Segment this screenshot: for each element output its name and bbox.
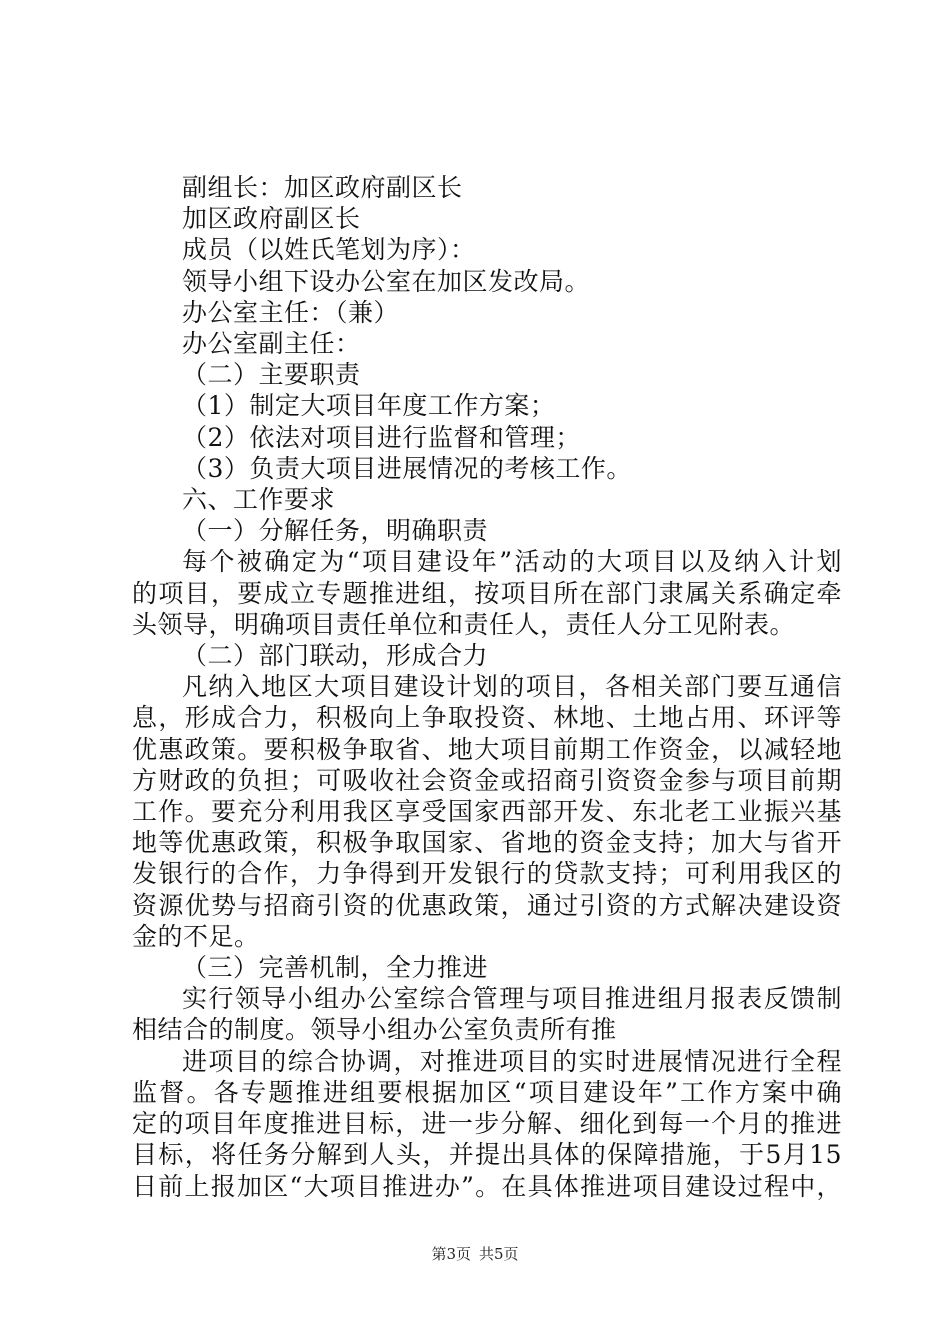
section-heading: （二）主要职责 xyxy=(182,360,361,390)
paragraph-line: 优惠政策。要积极争取省、地大项目前期工作资金，以减轻地 xyxy=(132,734,842,764)
paragraph-line: 地等优惠政策，积极争取国家、省地的资金支持；加大与省开 xyxy=(132,828,842,858)
page-total: 共5页 xyxy=(479,1245,519,1263)
paragraph-line: 定的项目年度推进目标，进一步分解、细化到每一个月的推进 xyxy=(132,1109,842,1139)
text-line: 办公室副主任： xyxy=(182,329,361,359)
paragraph-line: 工作。要充分利用我区享受国家西部开发、东北老工业振兴基 xyxy=(132,797,842,827)
paragraph-line: 每个被确定为“项目建设年”活动的大项目以及纳入计划 xyxy=(182,547,842,577)
text-line: 办公室主任：（兼） xyxy=(182,297,400,327)
paragraph-line: 相结合的制度。领导小组办公室负责所有推 xyxy=(132,1015,617,1045)
paragraph-line: 进项目的综合协调，对推进项目的实时进展情况进行全程 xyxy=(182,1046,842,1076)
paragraph-line: 金的不足。 xyxy=(132,921,260,951)
text-line: 成员（以姓氏笔划为序）： xyxy=(182,235,476,265)
list-item: （3）负责大项目进展情况的考核工作。 xyxy=(182,453,632,483)
paragraph-line: 凡纳入地区大项目建设计划的项目，各相关部门要互通信 xyxy=(182,672,842,702)
paragraph-line: 的项目，要成立专题推进组，按项目所在部门隶属关系确定牵 xyxy=(132,578,842,608)
paragraph-line: 目标，将任务分解到人头，并提出具体的保障措施，于5月15 xyxy=(132,1140,842,1170)
page-number: 第3页 xyxy=(431,1245,471,1263)
subsection-heading: （二）部门联动，形成合力 xyxy=(182,641,489,671)
paragraph-line: 资源优势与招商引资的优惠政策，通过引资的方式解决建设资 xyxy=(132,890,842,920)
text-line: 副组长：加区政府副区长 xyxy=(182,173,463,202)
paragraph-line: 息，形成合力，积极向上争取投资、林地、土地占用、环评等 xyxy=(132,703,842,733)
document-body xyxy=(132,172,842,1202)
section-heading: 六、工作要求 xyxy=(182,485,336,515)
paragraph-line: 头领导，明确项目责任单位和责任人，责任人分工见附表。 xyxy=(132,609,796,639)
list-item: （1）制定大项目年度工作方案； xyxy=(182,391,556,421)
paragraph-line: 方财政的负担；可吸收社会资金或招商引资资金参与项目前期 xyxy=(132,765,842,795)
text-line: 领导小组下设办公室在加区发改局。 xyxy=(182,266,591,296)
paragraph-line: 发银行的合作，力争得到开发银行的贷款支持；可利用我区的 xyxy=(132,859,842,889)
paragraph-line: 日前上报加区“大项目推进办”。在具体推进项目建设过程中， xyxy=(132,1171,842,1201)
page-footer xyxy=(0,1244,950,1264)
subsection-heading: （三）完善机制，全力推进 xyxy=(182,953,489,983)
paragraph-line: 实行领导小组办公室综合管理与项目推进组月报表反馈制 xyxy=(182,984,842,1014)
subsection-heading: （一）分解任务，明确职责 xyxy=(182,516,489,546)
paragraph-line: 监督。各专题推进组要根据加区“项目建设年”工作方案中确 xyxy=(132,1077,842,1107)
list-item: （2）依法对项目进行监督和管理； xyxy=(182,422,581,452)
text-line: 加区政府副区长 xyxy=(182,204,361,234)
